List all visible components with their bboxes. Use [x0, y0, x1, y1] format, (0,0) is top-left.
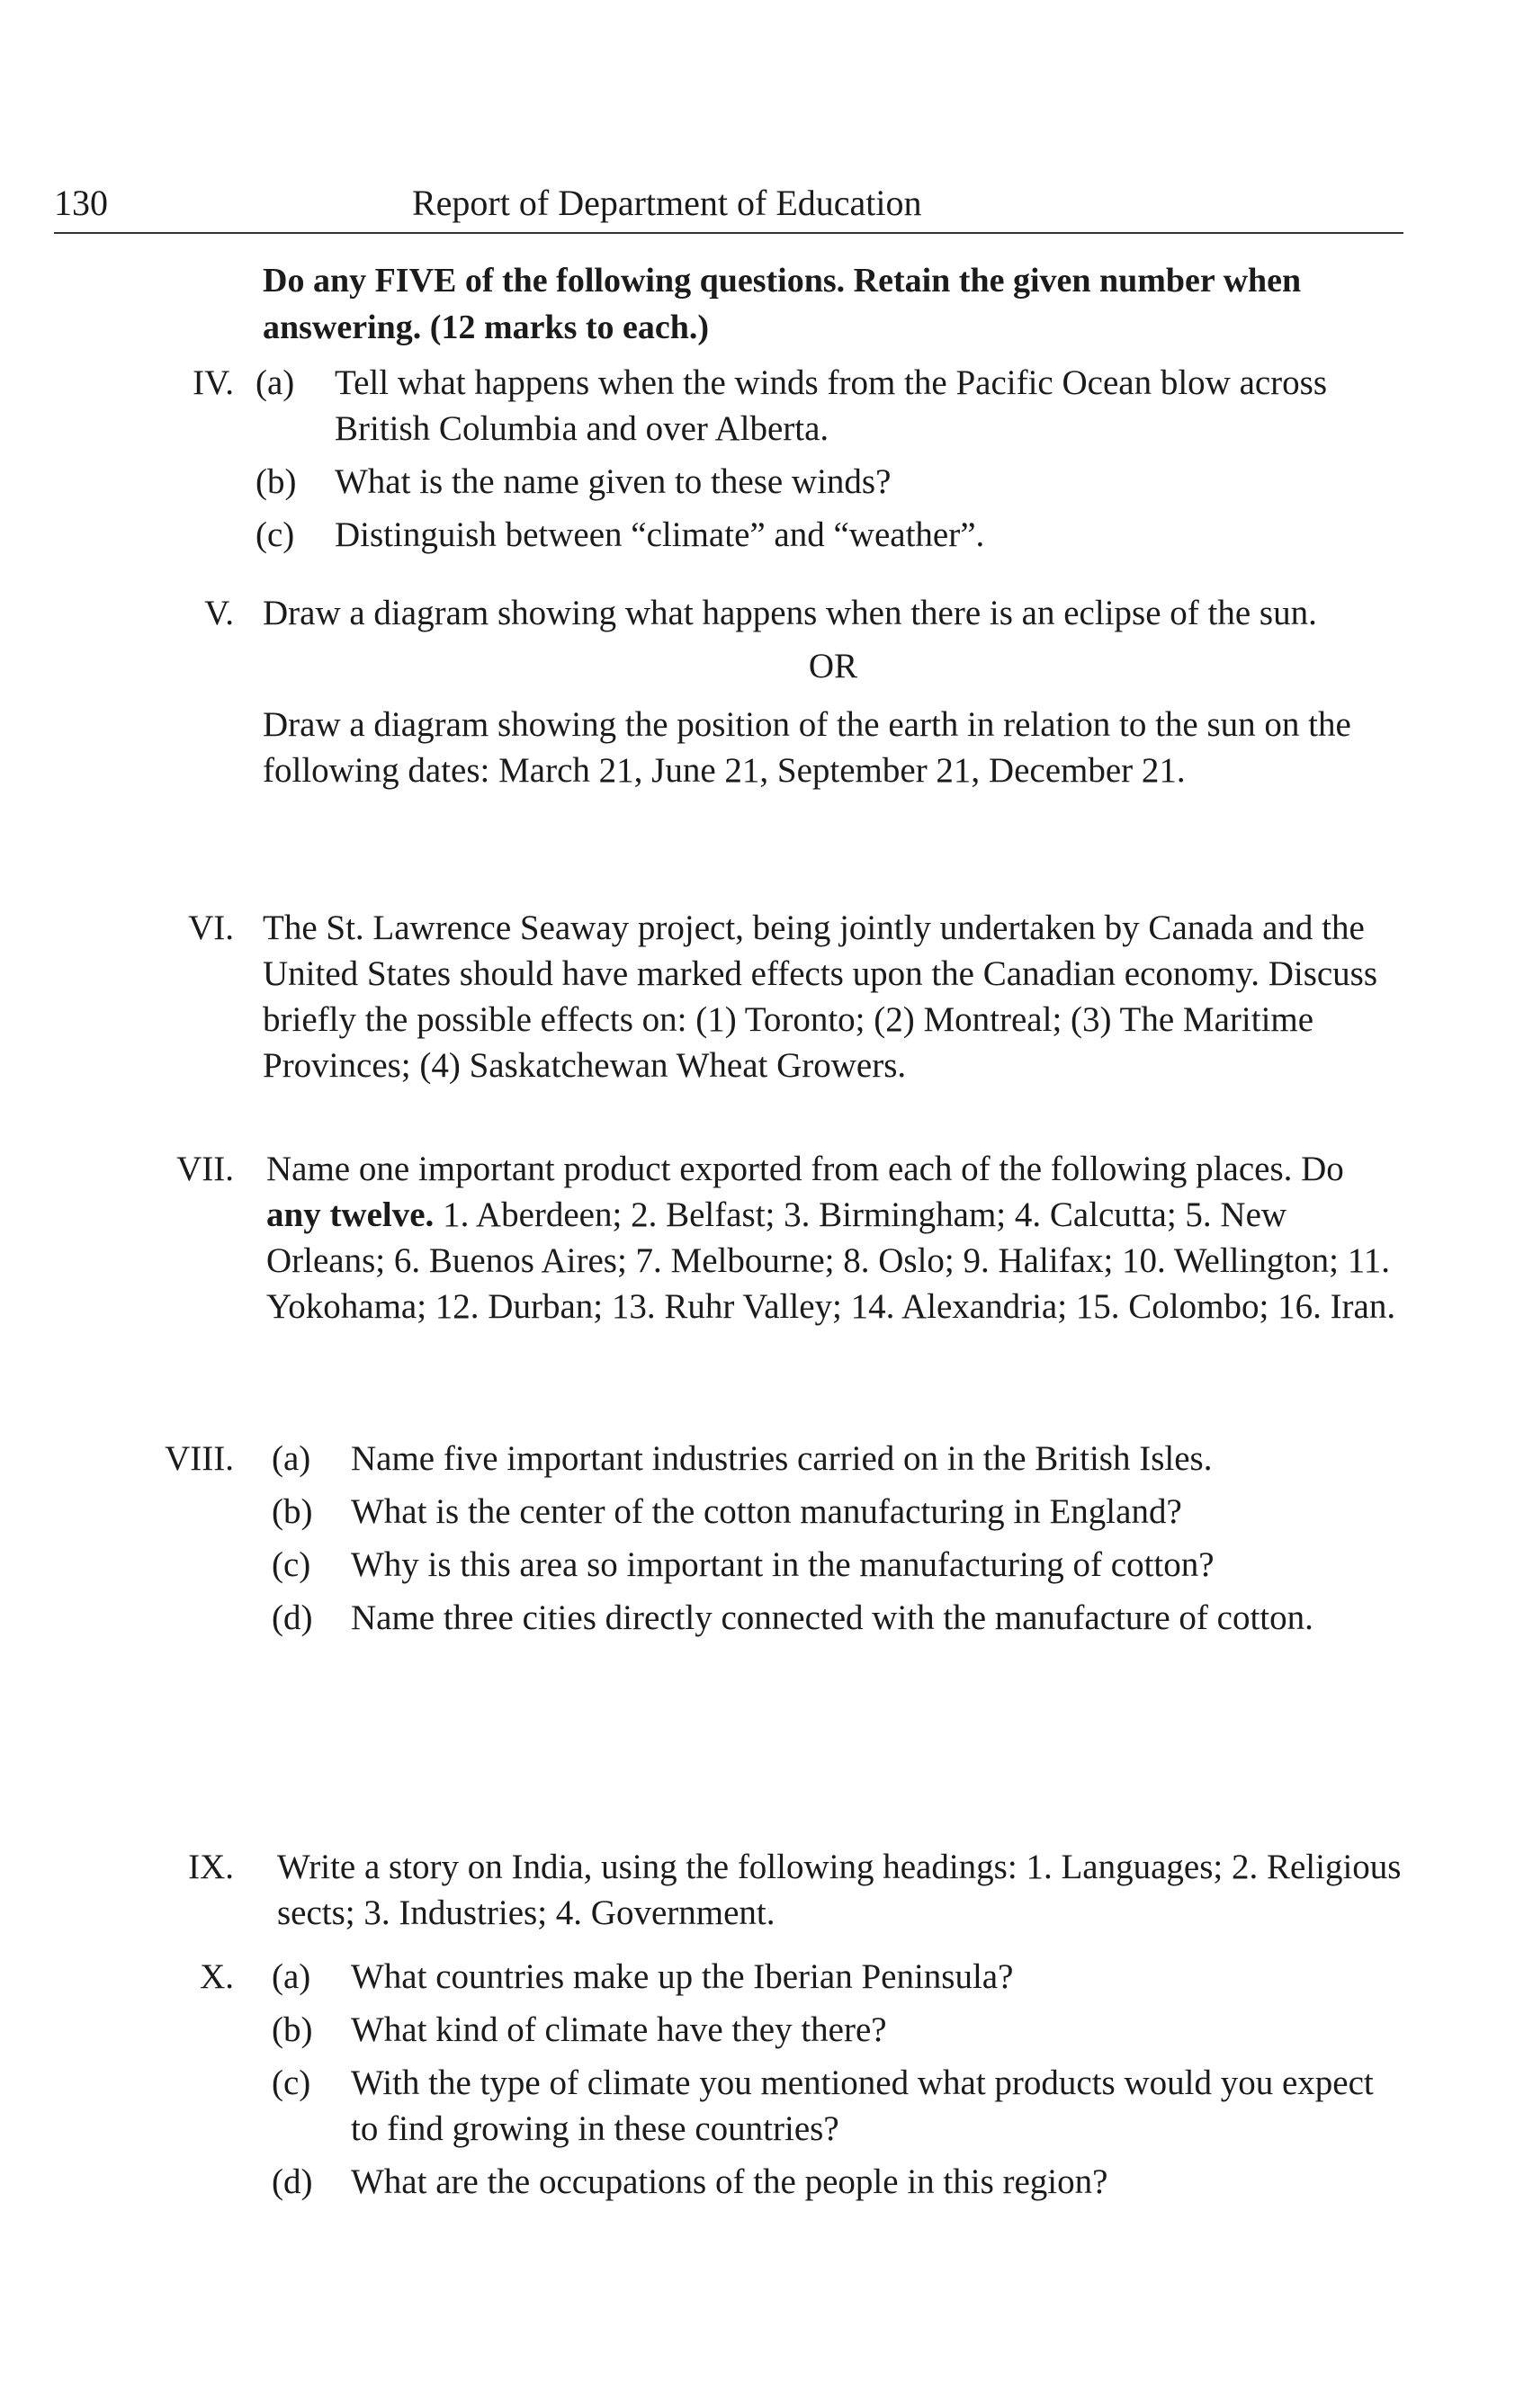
part-label: (d): [272, 2162, 313, 2201]
question-number: IV.: [193, 363, 234, 402]
part-label: (c): [272, 2063, 311, 2102]
page-header: [54, 176, 1403, 230]
part-text: With the type of climate you mentioned what products would you expect to find growing in these countries?: [351, 2063, 1374, 2148]
question-number: IX.: [188, 1848, 234, 1886]
part-label: (b): [255, 462, 297, 501]
part-text: What is the center of the cotton manufacturing in England?: [351, 1492, 1182, 1531]
header-rule: [54, 232, 1403, 234]
or-separator: OR: [808, 647, 858, 685]
question-part: [272, 1542, 1403, 1588]
part-text: Name three cities directly connected with the manufacture of cotton.: [351, 1598, 1313, 1637]
question-text: Draw a diagram showing what happens when there is an eclipse of the sun.: [263, 594, 1317, 632]
part-text: Why is this area so important in the manufacturing of cotton?: [351, 1545, 1215, 1584]
question-part: [272, 1954, 1403, 2000]
part-label: (b): [272, 1492, 313, 1531]
part-text: What kind of climate have they there?: [351, 2010, 887, 2049]
part-text: What is the name given to these winds?: [335, 462, 892, 501]
question-part: [272, 1436, 1403, 1482]
question-part: [272, 1489, 1403, 1535]
part-label: (a): [272, 1957, 311, 1996]
question-part: [255, 459, 1403, 505]
question-part: [272, 2159, 1403, 2205]
question-text: Write a story on India, using the following headings: 1. Languages; 2. Religious sects; 3. Industries; 4. Government.: [277, 1848, 1402, 1932]
emphasis-text: any twelve.: [266, 1195, 435, 1234]
question-part: [272, 2060, 1403, 2152]
question-part: [255, 360, 1403, 452]
part-text: Tell what happens when the winds from the Pacific Ocean blow across British Columbia and over Alberta.: [335, 363, 1328, 448]
question-number: VI.: [188, 909, 234, 947]
question-number: VIII.: [165, 1439, 234, 1478]
part-label: (d): [272, 1598, 313, 1637]
part-label: (a): [272, 1439, 311, 1478]
part-label: (a): [255, 363, 295, 402]
running-title: Report of Department of Education: [412, 183, 922, 223]
question-number: V.: [204, 594, 234, 632]
part-label: (c): [272, 1545, 311, 1584]
part-label: (c): [255, 515, 295, 554]
question-part: [255, 512, 1403, 558]
page-number: 130: [54, 183, 108, 223]
part-text: Distinguish between “climate” and “weather”.: [335, 515, 985, 554]
question-part: [272, 2007, 1403, 2053]
question-text: Draw a diagram showing the position of the earth in relation to the sun on the following dates: March 21, June 21, September 21, December 21.: [263, 705, 1351, 790]
part-text: What countries make up the Iberian Peninsula?: [351, 1957, 1014, 1996]
question-number: X.: [200, 1957, 234, 1996]
question-part: [272, 1595, 1403, 1641]
question-text: [266, 1146, 1403, 1329]
part-text: Name five important industries carried on in the British Isles.: [351, 1439, 1213, 1478]
question-text: The St. Lawrence Seaway project, being jointly undertaken by Canada and the United States should have marked effects upon the Canadian economy. Discuss briefly the possible effects on: (1) Toronto; (2) Montreal; (3) The Maritime Provinces; (4) Saskatchewan Wheat Growers.: [263, 909, 1378, 1085]
question-number: VII.: [176, 1150, 234, 1188]
place-list: 1. Aberdeen; 2. Belfast; 3. Birmingham; 4. Calcutta; 5. New Orleans; 6. Buenos Aires; 7. Melbourne; 8. Oslo; 9. Halifax; 10. Wellington; 11. Yokohama; 12. Durban; 13. Ruhr Valley; 14. Alexandria; 15. Colombo; 16. Iran.: [266, 1195, 1396, 1326]
instructions: Do any FIVE of the following questions. Retain the given number when answering. (12 marks to each.): [263, 262, 1302, 346]
part-label: (b): [272, 2010, 313, 2049]
part-text: What are the occupations of the people in this region?: [351, 2162, 1108, 2201]
text-part: Name one important product exported from each of the following places. Do: [266, 1150, 1344, 1188]
